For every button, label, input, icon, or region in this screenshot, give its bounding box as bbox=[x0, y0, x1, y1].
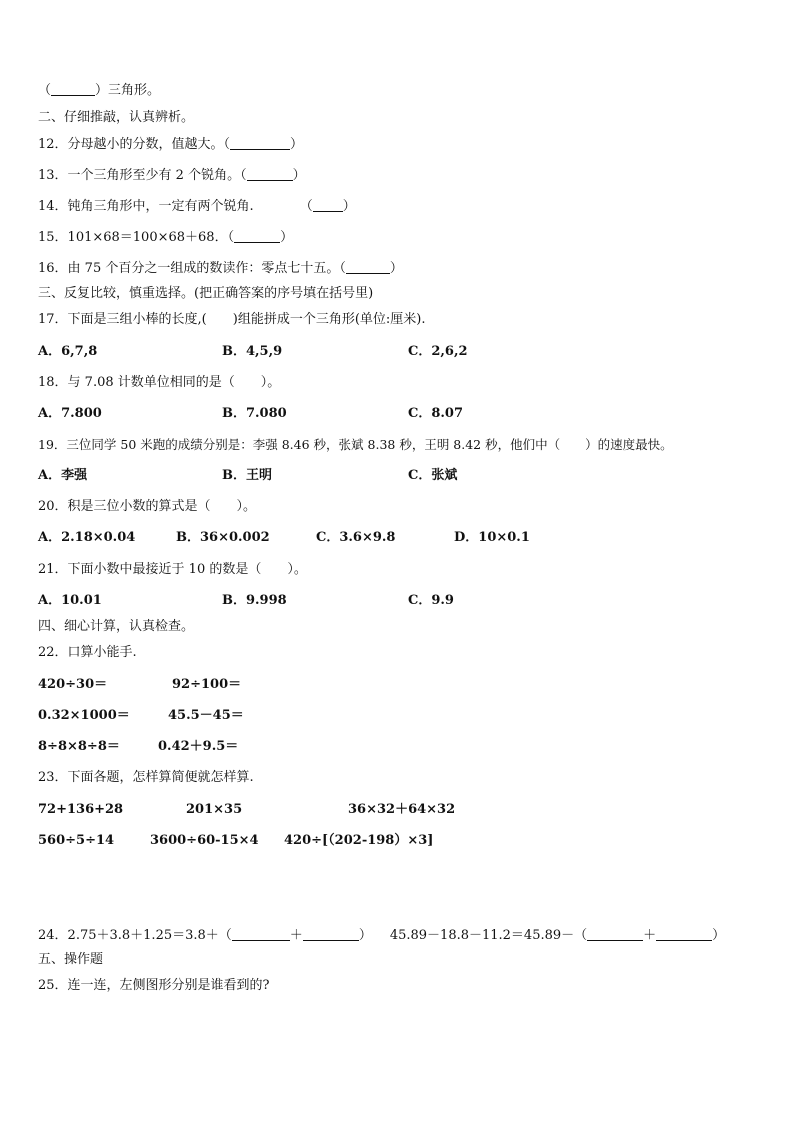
question-24: 24．2.75＋3.8＋1.25＝3.8＋（ ＋ ） 45.89－18.8－11.2＝45.89－（ ＋ ） bbox=[38, 928, 726, 943]
q22-item: 0.42＋9.5＝ bbox=[158, 739, 239, 754]
q22-item: 92÷100＝ bbox=[172, 677, 242, 692]
q19-option-c[interactable]: C．张斌 bbox=[408, 468, 458, 483]
section-4-heading: 四、细心计算，认真检查。 bbox=[38, 619, 195, 634]
answer-blank[interactable] bbox=[234, 229, 280, 243]
q21-option-c[interactable]: C．9.9 bbox=[408, 593, 454, 608]
answer-blank[interactable] bbox=[232, 927, 290, 941]
q18-option-a[interactable]: A．7.800 bbox=[38, 406, 102, 421]
q19-option-b[interactable]: B．王明 bbox=[222, 468, 272, 483]
question-25: 25．连一连，左侧图形分别是谁看到的? bbox=[38, 978, 270, 993]
answer-blank[interactable] bbox=[656, 927, 712, 941]
q20-option-b[interactable]: B．36×0.002 bbox=[176, 530, 270, 545]
question-17: 17．下面是三组小棒的长度,( )组能拼成一个三角形(单位:厘米). bbox=[38, 312, 426, 327]
q19-option-a[interactable]: A．李强 bbox=[38, 468, 88, 483]
q17-option-a[interactable]: A．6,7,8 bbox=[38, 344, 98, 359]
q23-item: 560÷5÷14 bbox=[38, 833, 115, 848]
q21-option-b[interactable]: B．9.998 bbox=[222, 593, 287, 608]
q23-item: 3600÷60-15×4 bbox=[150, 833, 259, 848]
question-13: 13．一个三角形至少有 2 个锐角。（ ） bbox=[38, 168, 306, 183]
q22-item: 0.32×1000＝ bbox=[38, 708, 130, 723]
section-3-heading: 三、反复比较，慎重选择。(把正确答案的序号填在括号里) bbox=[38, 286, 374, 301]
q20-option-c[interactable]: C．3.6×9.8 bbox=[316, 530, 396, 545]
answer-blank[interactable] bbox=[247, 167, 293, 181]
question-12: 12．分母越小的分数，值越大。（ ） bbox=[38, 137, 304, 152]
q22-item: 8÷8×8÷8＝ bbox=[38, 739, 120, 754]
q23-item: 201×35 bbox=[186, 802, 243, 817]
section-2-heading: 二、仔细推敲，认真辨析。 bbox=[38, 110, 195, 125]
question-14: 14．钝角三角形中，一定有两个锐角. （ ） bbox=[38, 199, 356, 214]
q21-option-a[interactable]: A．10.01 bbox=[38, 593, 102, 608]
section-5-heading: 五、操作题 bbox=[38, 952, 104, 967]
question-15: 15．101×68＝100×68＋68．（ ） bbox=[38, 230, 294, 245]
q17-option-c[interactable]: C．2,6,2 bbox=[408, 344, 468, 359]
answer-blank[interactable] bbox=[51, 82, 95, 96]
q22-item: 420÷30＝ bbox=[38, 677, 108, 692]
answer-blank[interactable] bbox=[587, 927, 643, 941]
question-21: 21．下面小数中最接近于 10 的数是（ ）。 bbox=[38, 562, 307, 577]
question-23: 23．下面各题，怎样算简便就怎样算. bbox=[38, 770, 254, 785]
answer-blank[interactable] bbox=[303, 927, 359, 941]
answer-blank[interactable] bbox=[230, 136, 290, 150]
q23-item: 72+136+28 bbox=[38, 802, 124, 817]
q18-option-c[interactable]: C．8.07 bbox=[408, 406, 464, 421]
q11-tail: （ ）三角形。 bbox=[38, 83, 161, 98]
question-16: 16．由 75 个百分之一组成的数读作：零点七十五。（ ） bbox=[38, 261, 403, 276]
q23-item: 420÷[（202-198）×3] bbox=[284, 833, 434, 848]
question-20: 20．积是三位小数的算式是（ ）。 bbox=[38, 499, 257, 514]
answer-blank[interactable] bbox=[346, 260, 390, 274]
question-22: 22．口算小能手. bbox=[38, 645, 137, 660]
q22-item: 45.5－45＝ bbox=[168, 708, 244, 723]
q20-option-d[interactable]: D．10×0.1 bbox=[454, 530, 530, 545]
question-18: 18．与 7.08 计数单位相同的是（ ）。 bbox=[38, 375, 281, 390]
q23-item: 36×32＋64×32 bbox=[348, 802, 456, 817]
q17-option-b[interactable]: B．4,5,9 bbox=[222, 344, 283, 359]
q20-option-a[interactable]: A．2.18×0.04 bbox=[38, 530, 136, 545]
answer-blank[interactable] bbox=[313, 198, 343, 212]
q18-option-b[interactable]: B．7.080 bbox=[222, 406, 287, 421]
question-19: 19．三位同学 50 米跑的成绩分别是：李强 8.46 秒，张斌 8.38 秒，王明 8.42 秒，他们中（ ）的速度最快。 bbox=[38, 437, 673, 452]
